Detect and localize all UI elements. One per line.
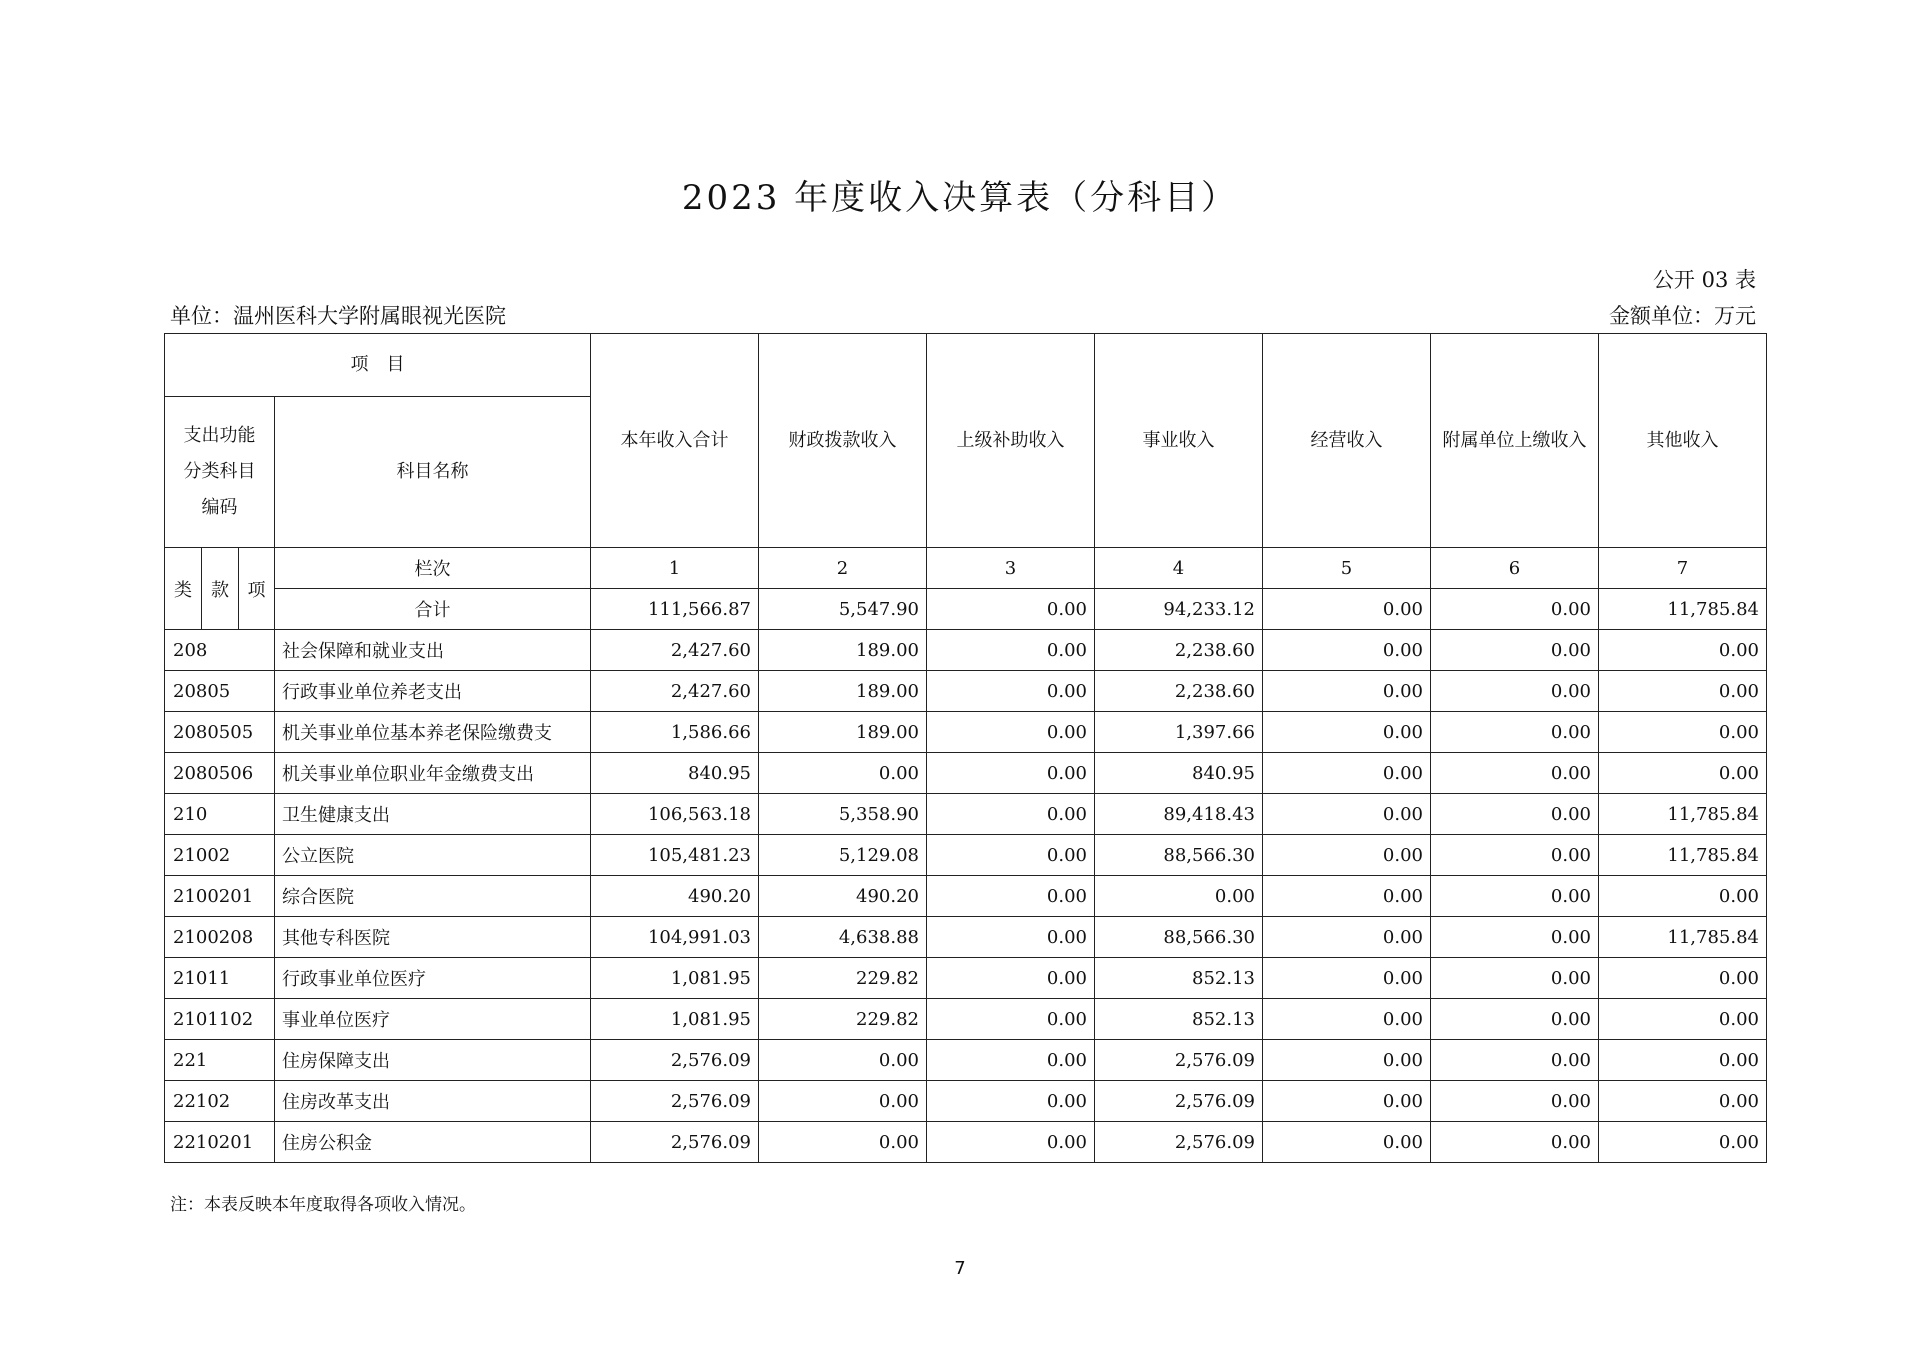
subject-code: 2101102 <box>165 999 275 1040</box>
amount-cell: 106,563.18 <box>591 794 759 835</box>
lanci-num: 6 <box>1431 548 1599 589</box>
header-item: 项 目 <box>165 334 591 397</box>
table-row <box>165 958 1767 999</box>
lanci-num: 2 <box>759 548 927 589</box>
amount-cell: 0.00 <box>1599 671 1767 712</box>
amount-cell: 0.00 <box>1431 794 1599 835</box>
amount-cell: 840.95 <box>1095 753 1263 794</box>
amount-cell: 2,576.09 <box>591 1122 759 1163</box>
amount-cell: 0.00 <box>1599 1081 1767 1122</box>
amount-cell: 0.00 <box>1599 1122 1767 1163</box>
amount-cell: 0.00 <box>927 1122 1095 1163</box>
amount-cell: 0.00 <box>1431 958 1599 999</box>
subject-name: 机关事业单位职业年金缴费支出 <box>275 753 591 794</box>
table-row <box>165 999 1767 1040</box>
subject-code: 2210201 <box>165 1122 275 1163</box>
table-row <box>165 671 1767 712</box>
amount-cell: 0.00 <box>927 917 1095 958</box>
header-col-3: 上级补助收入 <box>927 334 1095 548</box>
table-row <box>165 835 1767 876</box>
amount-cell: 2,576.09 <box>591 1040 759 1081</box>
total-label: 合计 <box>275 589 591 630</box>
total-value: 0.00 <box>927 589 1095 630</box>
subject-name: 机关事业单位基本养老保险缴费支 <box>275 712 591 753</box>
amount-cell: 0.00 <box>1599 630 1767 671</box>
header-lanci: 栏次 <box>275 548 591 589</box>
total-value: 5,547.90 <box>759 589 927 630</box>
total-value: 0.00 <box>1431 589 1599 630</box>
amount-cell: 0.00 <box>759 1122 927 1163</box>
header-subject-name: 科目名称 <box>275 397 591 548</box>
amount-cell: 0.00 <box>1263 917 1431 958</box>
amount-cell: 0.00 <box>1599 712 1767 753</box>
amount-cell: 0.00 <box>1431 1122 1599 1163</box>
amount-cell: 1,397.66 <box>1095 712 1263 753</box>
amount-cell: 0.00 <box>1263 794 1431 835</box>
amount-cell: 189.00 <box>759 630 927 671</box>
amount-cell: 189.00 <box>759 671 927 712</box>
lanci-num: 7 <box>1599 548 1767 589</box>
amount-cell: 0.00 <box>1263 1081 1431 1122</box>
amount-cell: 0.00 <box>1095 876 1263 917</box>
amount-cell: 11,785.84 <box>1599 917 1767 958</box>
amount-cell: 0.00 <box>1263 712 1431 753</box>
total-value: 0.00 <box>1263 589 1431 630</box>
header-col-4: 事业收入 <box>1095 334 1263 548</box>
amount-cell: 0.00 <box>1263 630 1431 671</box>
total-value: 94,233.12 <box>1095 589 1263 630</box>
amount-cell: 2,238.60 <box>1095 671 1263 712</box>
amount-cell: 0.00 <box>1431 1081 1599 1122</box>
amount-cell: 0.00 <box>1263 876 1431 917</box>
subject-name: 其他专科医院 <box>275 917 591 958</box>
amount-cell: 105,481.23 <box>591 835 759 876</box>
subject-code: 2080505 <box>165 712 275 753</box>
amount-cell: 852.13 <box>1095 958 1263 999</box>
amount-cell: 229.82 <box>759 958 927 999</box>
amount-cell: 11,785.84 <box>1599 794 1767 835</box>
income-table <box>164 333 1767 1163</box>
amount-cell: 0.00 <box>927 876 1095 917</box>
amount-cell: 0.00 <box>1599 876 1767 917</box>
amount-cell: 0.00 <box>927 958 1095 999</box>
amount-cell: 0.00 <box>1263 1040 1431 1081</box>
amount-cell: 490.20 <box>591 876 759 917</box>
subject-code: 22102 <box>165 1081 275 1122</box>
amount-cell: 0.00 <box>1431 630 1599 671</box>
table-row <box>165 630 1767 671</box>
amount-cell: 1,586.66 <box>591 712 759 753</box>
subject-code: 2080506 <box>165 753 275 794</box>
subject-code: 2100201 <box>165 876 275 917</box>
header-col-6: 附属单位上缴收入 <box>1431 334 1599 548</box>
total-value: 11,785.84 <box>1599 589 1767 630</box>
amount-cell: 2,576.09 <box>591 1081 759 1122</box>
amount-cell: 0.00 <box>1599 999 1767 1040</box>
amount-cell: 2,576.09 <box>1095 1081 1263 1122</box>
header-col-7: 其他收入 <box>1599 334 1767 548</box>
amount-cell: 0.00 <box>1431 671 1599 712</box>
amount-cell: 0.00 <box>1431 999 1599 1040</box>
amount-cell: 0.00 <box>1599 753 1767 794</box>
table-row <box>165 1122 1767 1163</box>
amount-cell: 490.20 <box>759 876 927 917</box>
amount-cell: 0.00 <box>1263 835 1431 876</box>
lanci-num: 1 <box>591 548 759 589</box>
amount-cell: 0.00 <box>1431 876 1599 917</box>
amount-cell: 0.00 <box>1431 835 1599 876</box>
subject-code: 210 <box>165 794 275 835</box>
amount-cell: 0.00 <box>1431 753 1599 794</box>
header-xiang: 项 <box>239 548 275 630</box>
table-row <box>165 876 1767 917</box>
amount-cell: 0.00 <box>1263 958 1431 999</box>
subject-name: 行政事业单位养老支出 <box>275 671 591 712</box>
header-lei: 类 <box>165 548 202 630</box>
lanci-num: 5 <box>1263 548 1431 589</box>
amount-cell: 0.00 <box>1263 999 1431 1040</box>
amount-cell: 0.00 <box>927 999 1095 1040</box>
amount-cell: 0.00 <box>927 1040 1095 1081</box>
amount-cell: 1,081.95 <box>591 999 759 1040</box>
amount-cell: 5,358.90 <box>759 794 927 835</box>
amount-cell: 104,991.03 <box>591 917 759 958</box>
header-col-5: 经营收入 <box>1263 334 1431 548</box>
table-row <box>165 1081 1767 1122</box>
amount-cell: 0.00 <box>1431 1040 1599 1081</box>
subject-name: 事业单位医疗 <box>275 999 591 1040</box>
amount-cell: 11,785.84 <box>1599 835 1767 876</box>
amount-cell: 1,081.95 <box>591 958 759 999</box>
amount-cell: 0.00 <box>1599 1040 1767 1081</box>
subject-code: 21011 <box>165 958 275 999</box>
amount-cell: 2,427.60 <box>591 671 759 712</box>
header-row-lanci <box>165 548 1767 589</box>
subject-code: 221 <box>165 1040 275 1081</box>
header-row-item <box>165 334 1767 397</box>
table-row <box>165 1040 1767 1081</box>
amount-cell: 0.00 <box>1431 917 1599 958</box>
amount-cell: 0.00 <box>927 630 1095 671</box>
lanci-num: 3 <box>927 548 1095 589</box>
amount-cell: 0.00 <box>1263 1122 1431 1163</box>
amount-cell: 89,418.43 <box>1095 794 1263 835</box>
header-func-code: 支出功能分类科目编码 <box>165 397 275 548</box>
amount-cell: 852.13 <box>1095 999 1263 1040</box>
amount-cell: 0.00 <box>927 835 1095 876</box>
subject-code: 208 <box>165 630 275 671</box>
page-title: 2023 年度收入决算表（分科目） <box>681 178 1239 218</box>
amount-cell: 2,427.60 <box>591 630 759 671</box>
amount-cell: 229.82 <box>759 999 927 1040</box>
amount-cell: 0.00 <box>927 753 1095 794</box>
subject-name: 公立医院 <box>275 835 591 876</box>
amount-cell: 88,566.30 <box>1095 835 1263 876</box>
page-number: 7 <box>954 1258 966 1279</box>
header-kuan: 款 <box>202 548 239 630</box>
amount-cell: 189.00 <box>759 712 927 753</box>
subject-name: 住房保障支出 <box>275 1040 591 1081</box>
subject-name: 综合医院 <box>275 876 591 917</box>
table-row <box>165 753 1767 794</box>
amount-cell: 0.00 <box>759 1040 927 1081</box>
amount-cell: 88,566.30 <box>1095 917 1263 958</box>
table-row <box>165 917 1767 958</box>
amount-cell: 0.00 <box>927 712 1095 753</box>
amount-cell: 0.00 <box>1599 958 1767 999</box>
reporting-unit: 单位：温州医科大学附属眼视光医院 <box>170 304 506 328</box>
amount-cell: 2,576.09 <box>1095 1122 1263 1163</box>
amount-cell: 5,129.08 <box>759 835 927 876</box>
subject-code: 20805 <box>165 671 275 712</box>
amount-cell: 0.00 <box>759 1081 927 1122</box>
amount-cell: 0.00 <box>927 1081 1095 1122</box>
amount-cell: 4,638.88 <box>759 917 927 958</box>
amount-cell: 0.00 <box>1263 671 1431 712</box>
subject-name: 卫生健康支出 <box>275 794 591 835</box>
amount-cell: 0.00 <box>759 753 927 794</box>
table-row <box>165 712 1767 753</box>
amount-cell: 0.00 <box>1263 753 1431 794</box>
subject-name: 住房改革支出 <box>275 1081 591 1122</box>
subject-name: 住房公积金 <box>275 1122 591 1163</box>
table-note: 注：本表反映本年度取得各项收入情况。 <box>170 1195 476 1215</box>
amount-cell: 840.95 <box>591 753 759 794</box>
subject-code: 2100208 <box>165 917 275 958</box>
header-col-2: 财政拨款收入 <box>759 334 927 548</box>
table-number: 公开 03 表 <box>1652 268 1756 292</box>
total-value: 111,566.87 <box>591 589 759 630</box>
subject-name: 社会保障和就业支出 <box>275 630 591 671</box>
amount-cell: 0.00 <box>1431 712 1599 753</box>
amount-cell: 2,238.60 <box>1095 630 1263 671</box>
table-row <box>165 794 1767 835</box>
amount-cell: 2,576.09 <box>1095 1040 1263 1081</box>
amount-cell: 0.00 <box>927 794 1095 835</box>
amount-cell: 0.00 <box>927 671 1095 712</box>
header-col-1: 本年收入合计 <box>591 334 759 548</box>
subject-name: 行政事业单位医疗 <box>275 958 591 999</box>
amount-unit: 金额单位：万元 <box>1609 304 1756 328</box>
lanci-num: 4 <box>1095 548 1263 589</box>
total-row <box>165 589 1767 630</box>
subject-code: 21002 <box>165 835 275 876</box>
